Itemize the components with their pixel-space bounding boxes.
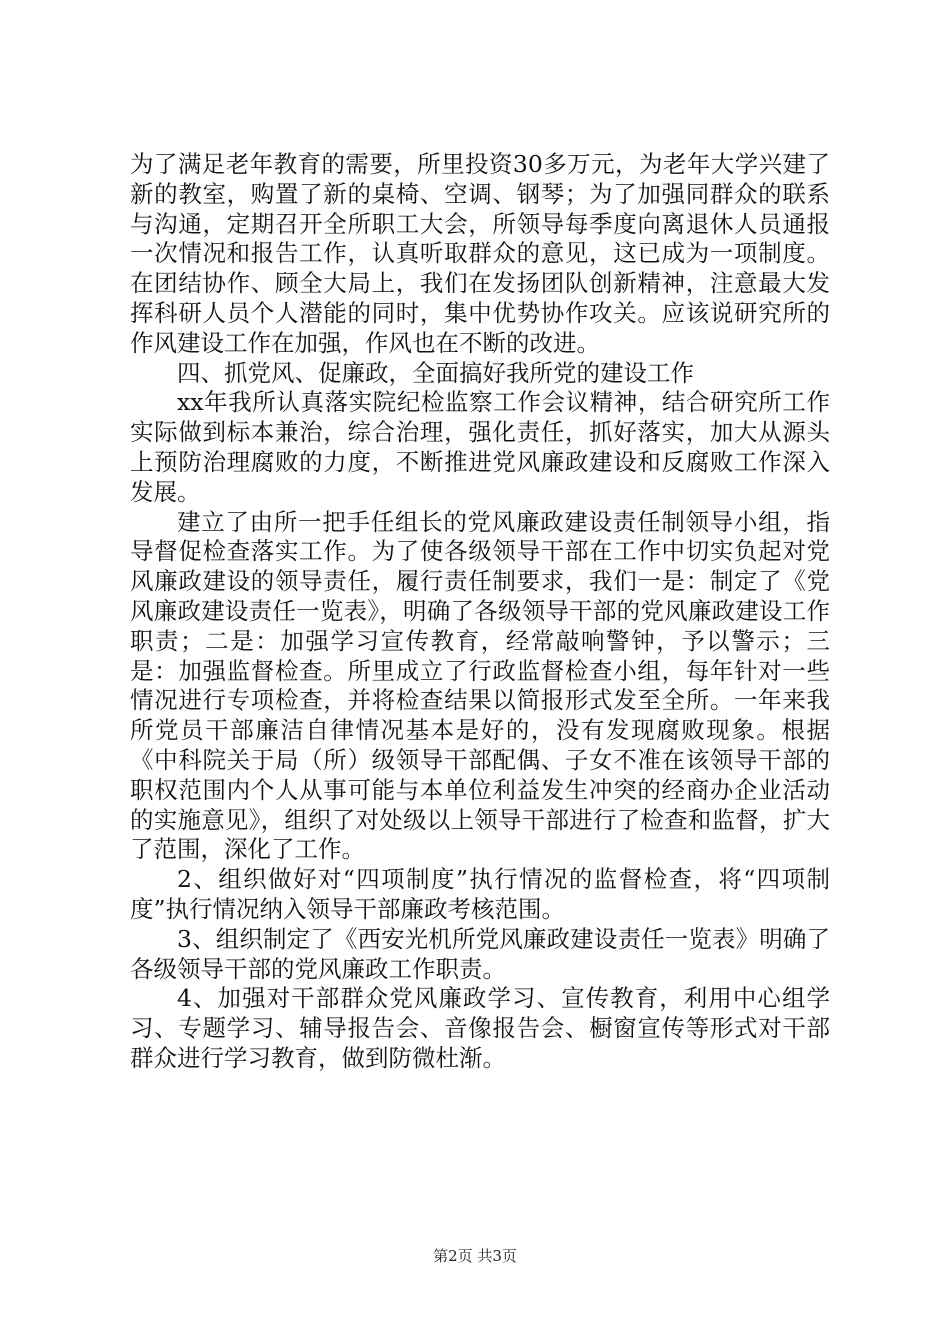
list-item-3: 3、组织制定了《西安光机所党风廉政建设责任一览表》明确了各级领导干部的党风廉政工作职责。 (130, 924, 830, 983)
document-body (130, 150, 830, 1074)
paragraph-1: 为了满足老年教育的需要，所里投资30多万元，为老年大学兴建了新的教室，购置了新的桌椅、空调、钢琴；为了加强同群众的联系与沟通，定期召开全所职工大会，所领导每季度向离退休人员通报一次情况和报告工作，认真听取群众的意见，这已成为一项制度。在团结协作、顾全大局上，我们在发扬团队创新精神，注意最大发挥科研人员个人潜能的同时，集中优势协作攻关。应该说研究所的作风建设工作在加强，作风也在不断的改进。 (130, 150, 830, 357)
list-item-4: 4、加强对干部群众党风廉政学习、宣传教育，利用中心组学习、专题学习、辅导报告会、音像报告会、橱窗宣传等形式对干部群众进行学习教育，做到防微杜渐。 (130, 984, 830, 1072)
paragraph-3: 建立了由所一把手任组长的党风廉政建设责任制领导小组，指导督促检查落实工作。为了使各级领导干部在工作中切实负起对党风廉政建设的领导责任，履行责任制要求，我们一是：制定了《党风廉政建设责任一览表》，明确了各级领导干部的党风廉政建设工作职责；二是：加强学习宣传教育，经常敲响警钟，予以警示；三是：加强监督检查。所里成立了行政监督检查小组，每年针对一些情况进行专项检查，并将检查结果以简报形式发至全所。一年来我所党员干部廉洁自律情况基本是好的，没有发现腐败现象。根据《中科院关于局（所）级领导干部配偶、子女不准在该领导干部的职权范围内个人从事可能与本单位利益发生冲突的经商办企业活动的实施意见》，组织了对处级以上领导干部进行了检查和监督，扩大了范围，深化了工作。 (130, 507, 830, 864)
paragraph-2: xx年我所认真落实院纪检监察工作会议精神，结合研究所工作实际做到标本兼治，综合治理，强化责任，抓好落实，加大从源头上预防治理腐败的力度，不断推进党风廉政建设和反腐败工作深入发展。 (130, 388, 830, 506)
page-footer: 第2页 共3页 (433, 1247, 517, 1265)
section-heading: 四、抓党风、促廉政，全面搞好我所党的建设工作 (177, 358, 694, 387)
list-item-2: 2、组织做好对“四项制度”执行情况的监督检查，将“四项制度”执行情况纳入领导干部廉政考核范围。 (130, 865, 830, 923)
